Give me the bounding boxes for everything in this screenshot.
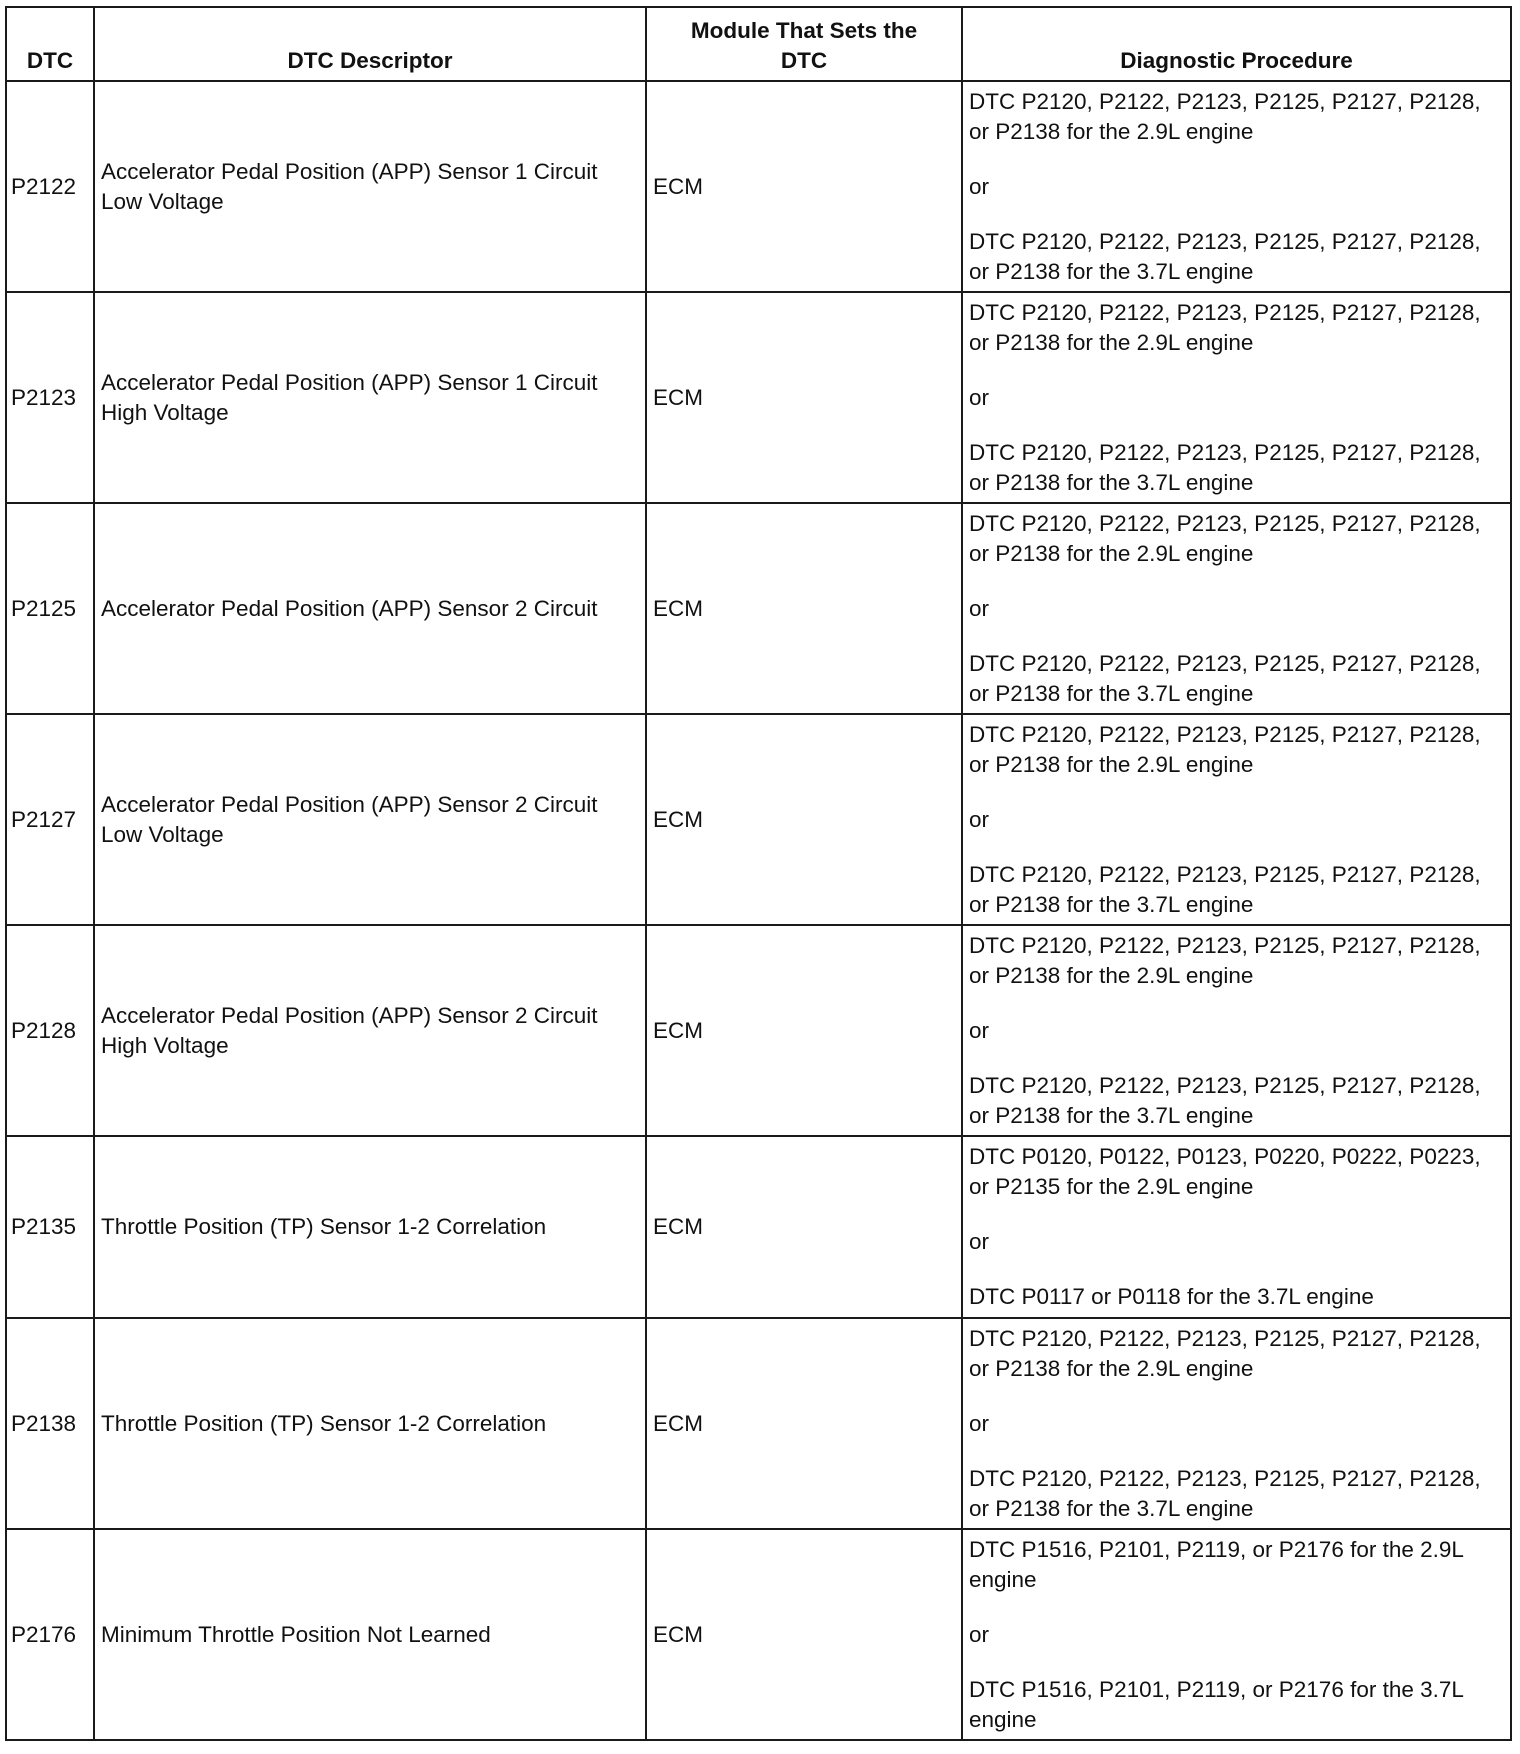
- dtc-descriptor: Accelerator Pedal Position (APP) Sensor 1 Circuit Low Voltage: [94, 81, 646, 292]
- procedure-cell: [962, 714, 1511, 925]
- table-row: [6, 1318, 1511, 1529]
- module-cell: ECM: [646, 1318, 962, 1529]
- dtc-code: P2123: [6, 292, 94, 503]
- procedure-cell: [962, 81, 1511, 292]
- dtc-code: P2135: [6, 1136, 94, 1318]
- dtc-descriptor: Accelerator Pedal Position (APP) Sensor 2 Circuit High Voltage: [94, 925, 646, 1136]
- procedure-link-3-7l[interactable]: DTC P2120, P2122, P2123, P2125, P2127, P2128, or P2138 for the 3.7L engine: [969, 439, 1481, 495]
- dtc-descriptor: Minimum Throttle Position Not Learned: [94, 1529, 646, 1740]
- procedure-cell: [962, 925, 1511, 1136]
- dtc-code: P2176: [6, 1529, 94, 1740]
- module-cell: ECM: [646, 925, 962, 1136]
- procedure-or: or: [969, 384, 990, 410]
- table-row: [6, 503, 1511, 714]
- header-descriptor: DTC Descriptor: [94, 7, 646, 81]
- procedure-link-2-9l[interactable]: DTC P2120, P2122, P2123, P2125, P2127, P2128, or P2138 for the 2.9L engine: [969, 1325, 1481, 1381]
- header-module: Module That Sets the DTC: [646, 7, 962, 81]
- dtc-code: P2138: [6, 1318, 94, 1529]
- module-cell: ECM: [646, 81, 962, 292]
- procedure-link-2-9l[interactable]: DTC P2120, P2122, P2123, P2125, P2127, P2128, or P2138 for the 2.9L engine: [969, 932, 1481, 988]
- procedure-link-2-9l[interactable]: DTC P2120, P2122, P2123, P2125, P2127, P2128, or P2138 for the 2.9L engine: [969, 88, 1481, 144]
- table-row: [6, 81, 1511, 292]
- procedure-cell: [962, 1136, 1511, 1318]
- header-dtc: DTC: [6, 7, 94, 81]
- procedure-link-2-9l[interactable]: DTC P2120, P2122, P2123, P2125, P2127, P2128, or P2138 for the 2.9L engine: [969, 299, 1481, 355]
- procedure-link-2-9l[interactable]: DTC P2120, P2122, P2123, P2125, P2127, P2128, or P2138 for the 2.9L engine: [969, 510, 1481, 566]
- module-cell: ECM: [646, 503, 962, 714]
- procedure-cell: [962, 292, 1511, 503]
- dtc-code: P2127: [6, 714, 94, 925]
- procedure-or: or: [969, 1017, 990, 1043]
- dtc-descriptor: Accelerator Pedal Position (APP) Sensor 2 Circuit: [94, 503, 646, 714]
- dtc-code: P2125: [6, 503, 94, 714]
- procedure-cell: [962, 1529, 1511, 1740]
- dtc-descriptor: Throttle Position (TP) Sensor 1-2 Correlation: [94, 1318, 646, 1529]
- procedure-link-3-7l[interactable]: DTC P2120, P2122, P2123, P2125, P2127, P2128, or P2138 for the 3.7L engine: [969, 650, 1481, 706]
- dtc-descriptor: Accelerator Pedal Position (APP) Sensor 2 Circuit Low Voltage: [94, 714, 646, 925]
- table-row: [6, 925, 1511, 1136]
- procedure-link-2-9l[interactable]: DTC P0120, P0122, P0123, P0220, P0222, P0223, or P2135 for the 2.9L engine: [969, 1144, 1481, 1199]
- module-cell: ECM: [646, 292, 962, 503]
- procedure-or: or: [969, 1410, 990, 1436]
- procedure-or: or: [969, 1229, 990, 1254]
- procedure-link-3-7l[interactable]: DTC P2120, P2122, P2123, P2125, P2127, P2128, or P2138 for the 3.7L engine: [969, 1072, 1481, 1128]
- procedure-link-3-7l[interactable]: DTC P2120, P2122, P2123, P2125, P2127, P2128, or P2138 for the 3.7L engine: [969, 228, 1481, 284]
- procedure-link-3-7l[interactable]: DTC P2120, P2122, P2123, P2125, P2127, P2128, or P2138 for the 3.7L engine: [969, 1465, 1481, 1521]
- dtc-table: [5, 6, 1512, 1741]
- header-row: [6, 7, 1511, 81]
- module-cell: ECM: [646, 714, 962, 925]
- procedure-link-3-7l[interactable]: DTC P0117 or P0118 for the 3.7L engine: [969, 1284, 1374, 1309]
- procedure-cell: [962, 1318, 1511, 1529]
- table-row: [6, 1136, 1511, 1318]
- procedure-link-2-9l[interactable]: DTC P1516, P2101, P2119, or P2176 for the 2.9L engine: [969, 1536, 1464, 1592]
- dtc-code: P2122: [6, 81, 94, 292]
- header-procedure: Diagnostic Procedure: [962, 7, 1511, 81]
- procedure-or: or: [969, 173, 990, 199]
- dtc-code: P2128: [6, 925, 94, 1136]
- module-cell: ECM: [646, 1529, 962, 1740]
- dtc-descriptor: Accelerator Pedal Position (APP) Sensor 1 Circuit High Voltage: [94, 292, 646, 503]
- procedure-link-3-7l[interactable]: DTC P2120, P2122, P2123, P2125, P2127, P2128, or P2138 for the 3.7L engine: [969, 861, 1481, 917]
- procedure-or: or: [969, 595, 990, 621]
- table-row: [6, 292, 1511, 503]
- procedure-cell: [962, 503, 1511, 714]
- procedure-link-2-9l[interactable]: DTC P2120, P2122, P2123, P2125, P2127, P2128, or P2138 for the 2.9L engine: [969, 721, 1481, 777]
- procedure-or: or: [969, 806, 990, 832]
- procedure-or: or: [969, 1621, 990, 1647]
- table-row: [6, 1529, 1511, 1740]
- module-cell: ECM: [646, 1136, 962, 1318]
- table-row: [6, 714, 1511, 925]
- dtc-descriptor: Throttle Position (TP) Sensor 1-2 Correlation: [94, 1136, 646, 1318]
- procedure-link-3-7l[interactable]: DTC P1516, P2101, P2119, or P2176 for the 3.7L engine: [969, 1676, 1464, 1732]
